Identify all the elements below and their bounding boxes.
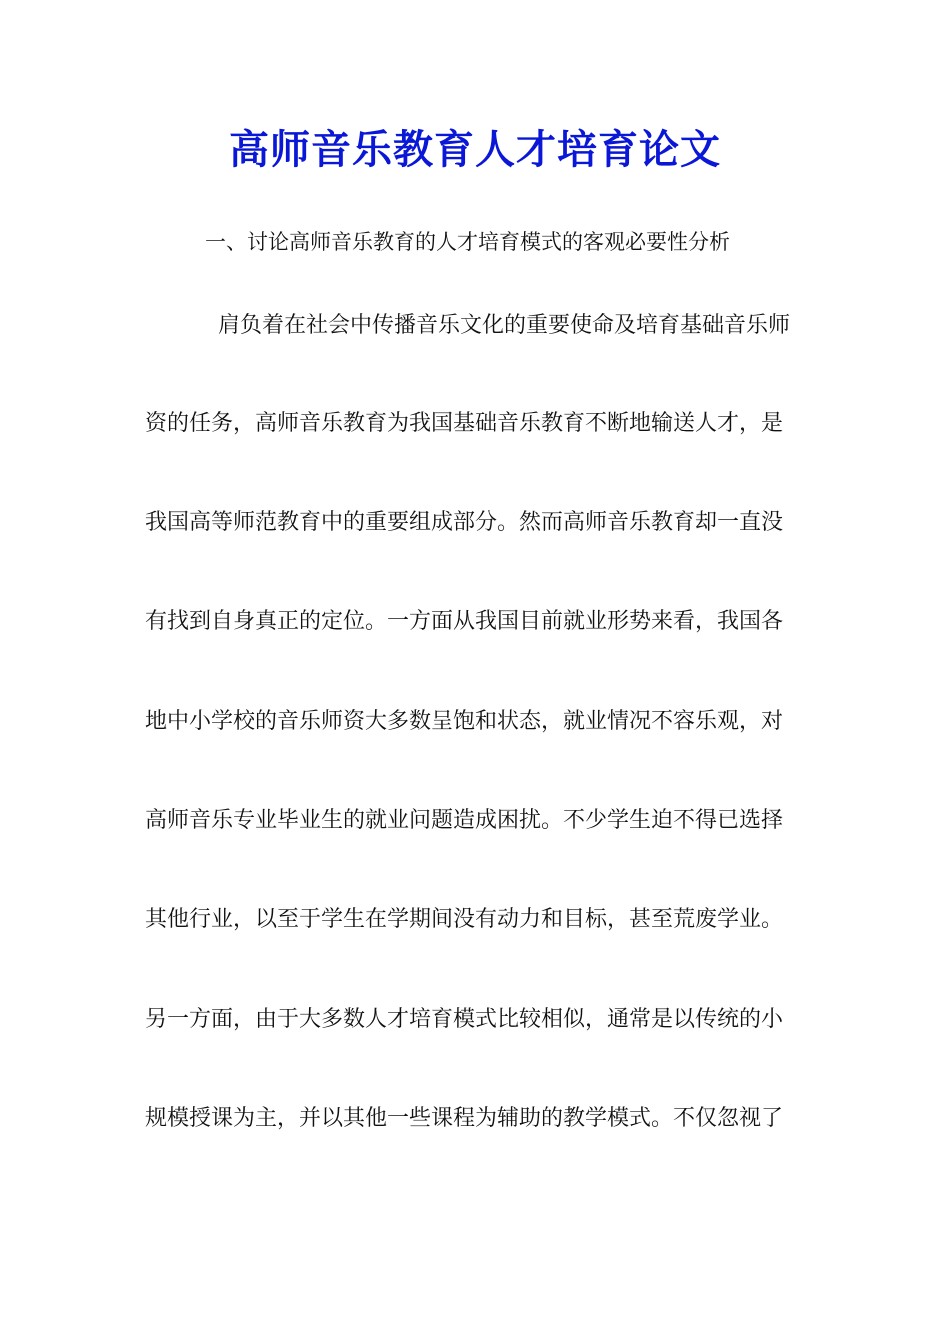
paragraph-line-4: 有找到自身真正的定位。一方面从我国目前就业形势来看，我国各 xyxy=(145,609,784,634)
document-title: 高师音乐教育人才培育论文 xyxy=(229,126,721,173)
paragraph-line-7: 其他行业，以至于学生在学期间没有动力和目标，甚至荒废学业。 xyxy=(145,907,784,932)
paragraph-line-2: 资的任务，高师音乐教育为我国基础音乐教育不断地输送人才，是 xyxy=(145,411,784,436)
paragraph-line-5: 地中小学校的音乐师资大多数呈饱和状态，就业情况不容乐观，对 xyxy=(145,709,784,734)
paragraph-line-6: 高师音乐专业毕业生的就业问题造成困扰。不少学生迫不得已选择 xyxy=(145,808,784,833)
paragraph-line-1: 肩负着在社会中传播音乐文化的重要使命及培育基础音乐师 xyxy=(218,313,791,338)
paragraph-line-9: 规模授课为主，并以其他一些课程为辅助的教学模式。不仅忽视了 xyxy=(145,1106,784,1131)
paragraph-line-8: 另一方面，由于大多数人才培育模式比较相似，通常是以传统的小 xyxy=(145,1007,784,1032)
paragraph-line-3: 我国高等师范教育中的重要组成部分。然而高师音乐教育却一直没 xyxy=(145,510,784,535)
section-heading: 一、讨论高师音乐教育的人才培育模式的客观必要性分析 xyxy=(205,230,730,254)
